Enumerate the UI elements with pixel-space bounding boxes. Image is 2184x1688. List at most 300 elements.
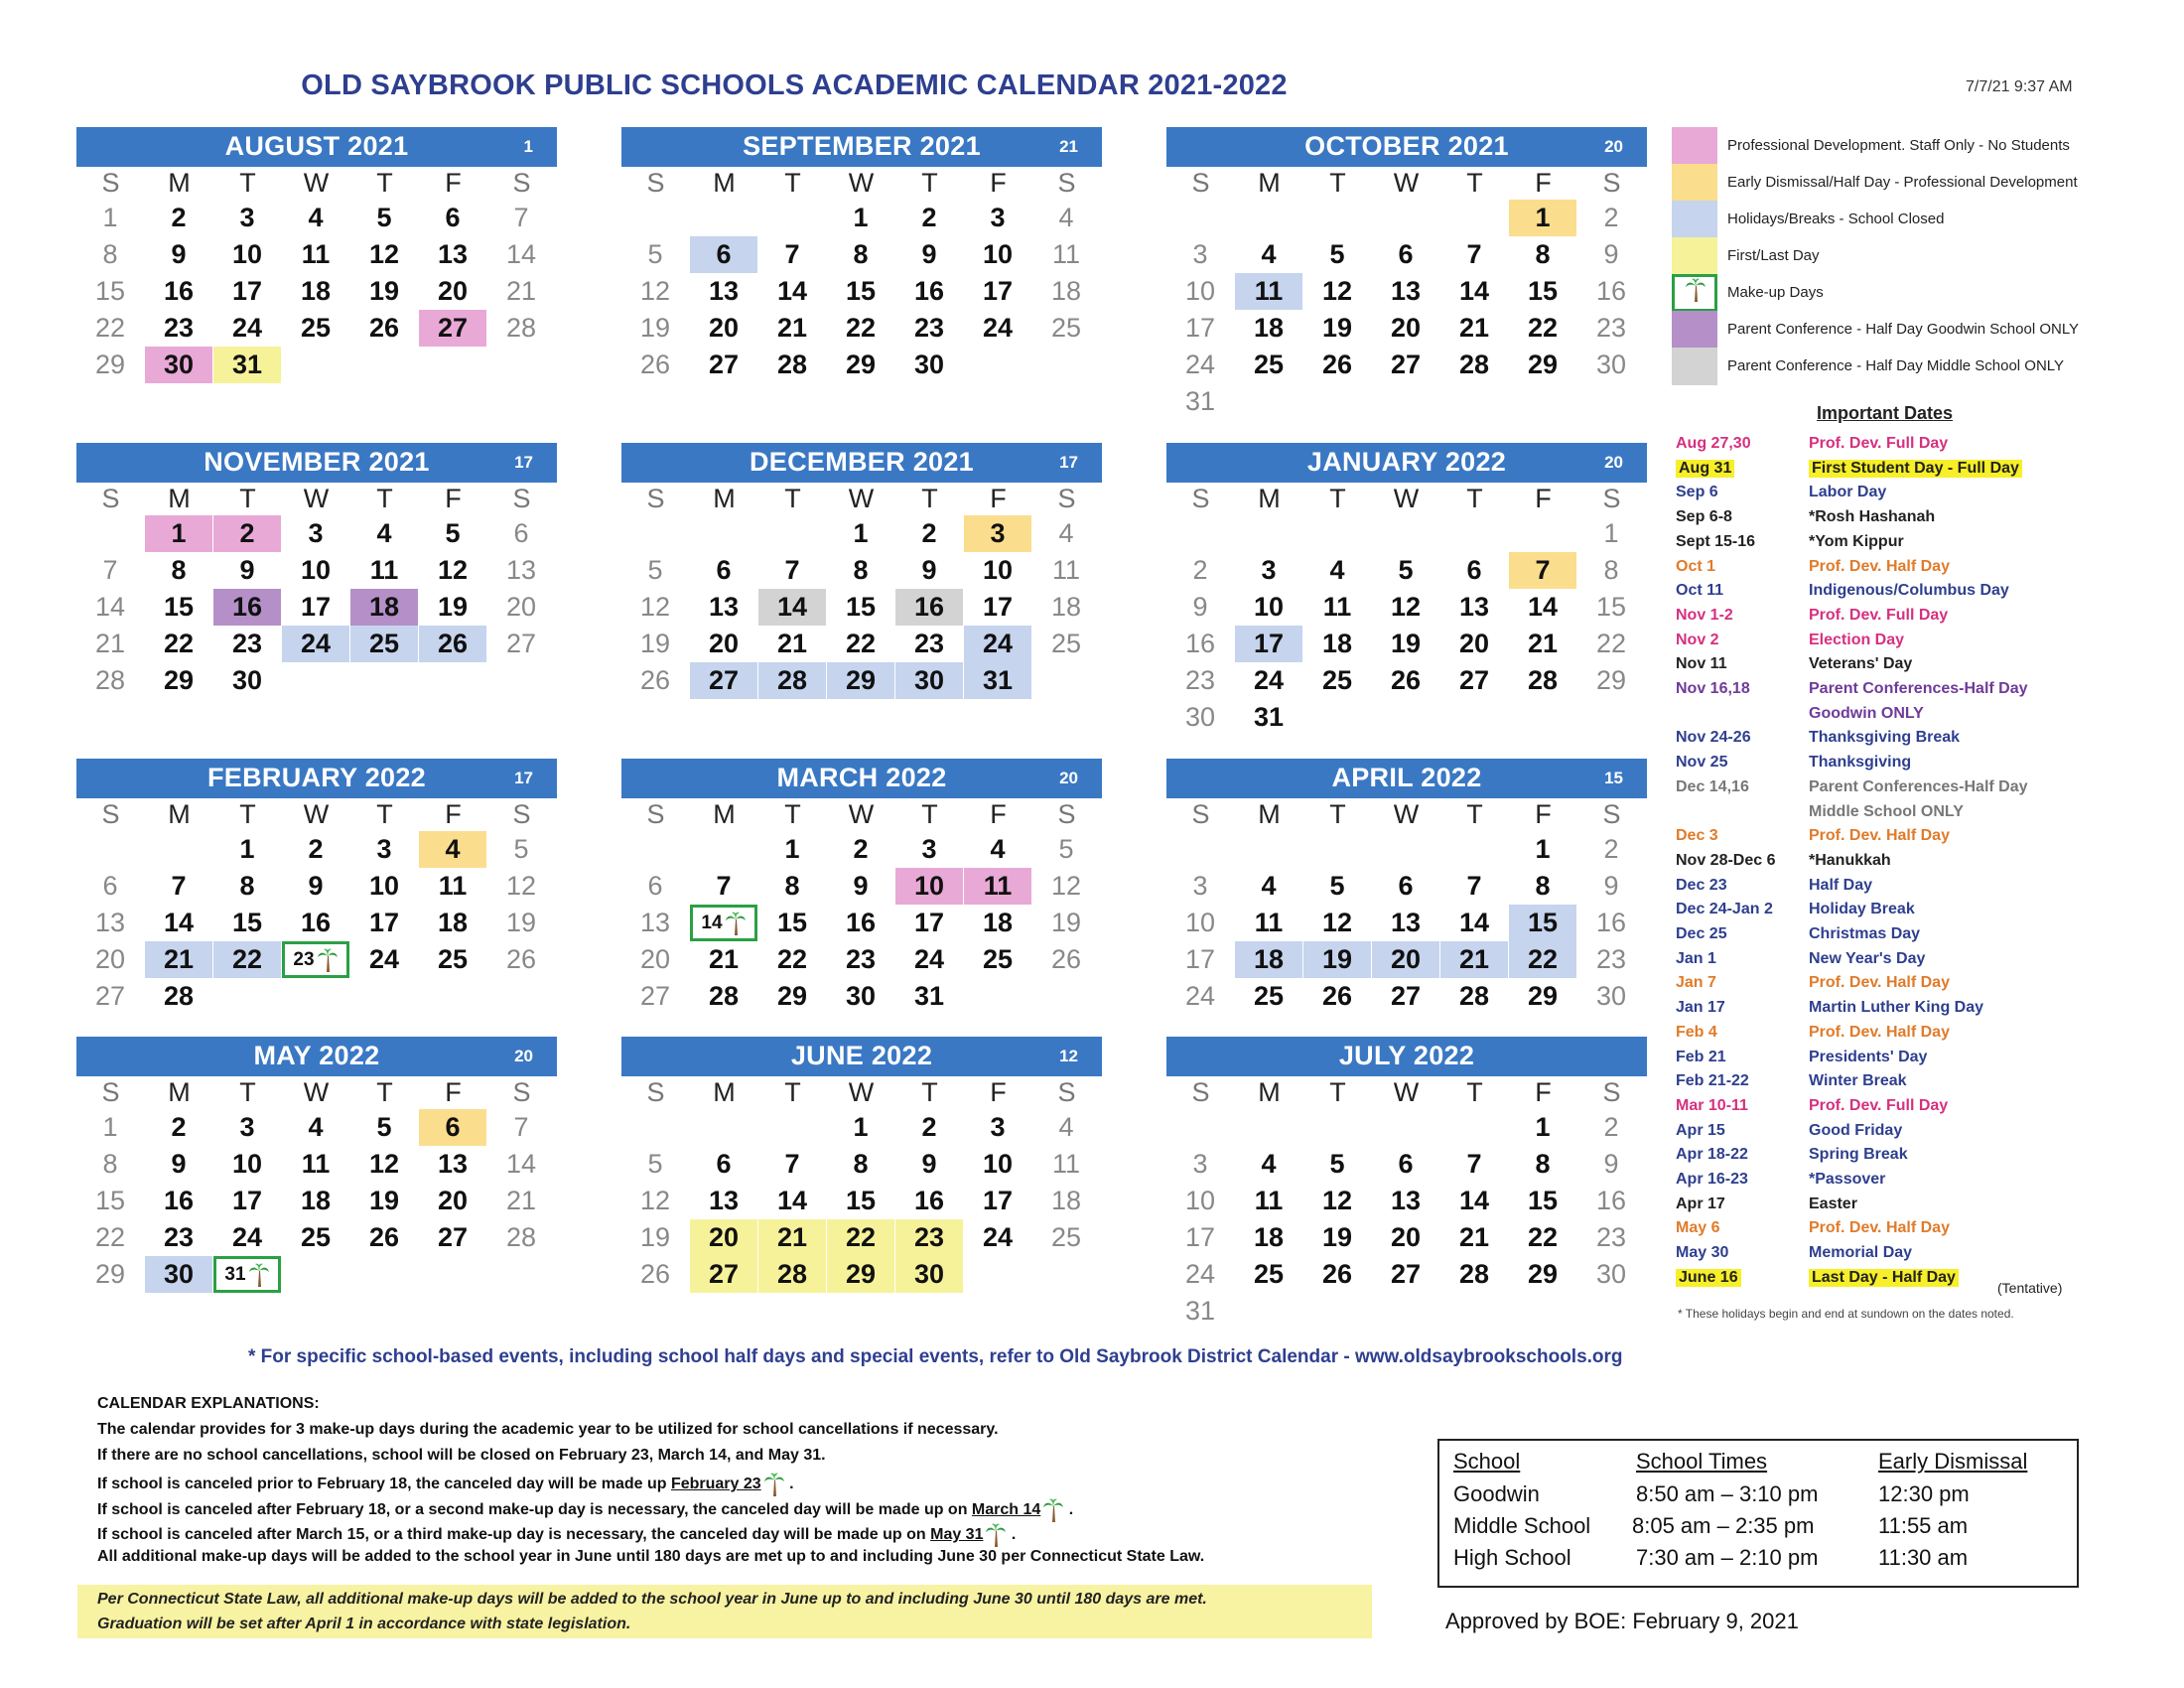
day-number: 8 — [1535, 1149, 1551, 1179]
day-cell — [621, 236, 689, 273]
important-event: Last Day - Half Day — [1809, 1269, 1959, 1287]
important-date: Aug 31 — [1676, 460, 1734, 478]
day-cell — [76, 978, 144, 1015]
important-date: May 6 — [1676, 1219, 1720, 1237]
weekday-label: W — [848, 1077, 875, 1107]
day-cell — [1577, 552, 1645, 589]
day-number: 2 — [1603, 834, 1619, 864]
day-cell — [76, 1146, 144, 1183]
day-cell — [1032, 310, 1100, 347]
day-number: 30 — [913, 665, 945, 695]
explanation-line — [97, 1447, 826, 1465]
day-number: 17 — [982, 592, 1014, 622]
day-number: 27 — [505, 629, 537, 658]
day-cell — [1509, 662, 1576, 699]
empty-cell — [758, 1109, 826, 1146]
month-calendar — [1166, 759, 1647, 1015]
day-cell — [690, 589, 757, 626]
day-cell — [827, 1219, 894, 1256]
day-number: 6 — [445, 203, 461, 232]
day-number: 1 — [239, 834, 255, 864]
weekday-label: T — [921, 484, 938, 513]
empty-cell — [621, 515, 689, 552]
month-name: SEPTEMBER 2021 — [743, 131, 981, 161]
day-number: 9 — [921, 555, 937, 585]
day-cell — [1032, 200, 1100, 236]
day-number: 18 — [1253, 1222, 1285, 1252]
day-cell — [1577, 347, 1645, 383]
weekday-label: T — [1329, 168, 1346, 198]
day-cell — [1577, 236, 1645, 273]
day-cell — [964, 941, 1031, 978]
day-number: 13 — [94, 908, 126, 937]
important-event: Christmas Day — [1809, 925, 1921, 942]
day-cell — [282, 589, 349, 626]
palm-tree-icon — [1042, 1497, 1064, 1523]
day-number: 16 — [300, 908, 332, 937]
explanation-line — [97, 1548, 1204, 1566]
weekday-label: F — [445, 484, 462, 513]
weekday-label: F — [445, 1077, 462, 1107]
day-cell — [350, 905, 418, 941]
day-number: 23 — [163, 1222, 195, 1252]
weekday-label: T — [239, 799, 256, 829]
day-number: 8 — [102, 239, 118, 269]
day-number: 13 — [505, 555, 537, 585]
day-number: 11 — [1051, 239, 1081, 269]
day-cell — [1032, 868, 1100, 905]
day-number: 26 — [1321, 350, 1353, 379]
day-number: 20 — [1458, 629, 1490, 658]
day-number: 10 — [231, 1149, 263, 1179]
weekday-label: T — [921, 168, 938, 198]
day-cell — [964, 831, 1031, 868]
day-cell — [1440, 236, 1508, 273]
day-number: 3 — [239, 1112, 255, 1142]
month-name: JANUARY 2022 — [1306, 447, 1507, 477]
day-number: 27 — [1390, 1259, 1422, 1289]
explanation-text: . — [1007, 1526, 1017, 1544]
day-grid — [1166, 167, 1647, 420]
day-cell — [1303, 868, 1371, 905]
legend-item — [1672, 311, 2178, 349]
day-cell — [827, 515, 894, 552]
day-number: 3 — [376, 834, 392, 864]
day-cell — [621, 978, 689, 1015]
day-cell — [487, 1146, 555, 1183]
weekday-label: T — [1466, 799, 1483, 829]
day-cell — [1440, 941, 1508, 978]
day-number: 9 — [308, 871, 324, 901]
day-number: 11 — [1254, 276, 1284, 306]
day-cell — [1166, 383, 1234, 420]
day-cell — [1509, 589, 1576, 626]
day-cell — [895, 831, 963, 868]
important-date: Nov 2 — [1676, 631, 1719, 648]
important-event: *Hanukkah — [1809, 851, 1891, 869]
weekday-label: W — [303, 168, 330, 198]
day-cell — [1509, 1219, 1576, 1256]
day-cell — [895, 626, 963, 662]
day-number: 29 — [94, 1259, 126, 1289]
weekday-label: M — [713, 1077, 736, 1107]
day-number: 18 — [1253, 944, 1285, 974]
important-date: Feb 21 — [1676, 1048, 1726, 1065]
day-cell — [690, 978, 757, 1015]
day-number: 13 — [1390, 276, 1422, 306]
day-cell — [895, 1183, 963, 1219]
day-number: 16 — [913, 1186, 945, 1215]
day-number: 10 — [913, 871, 945, 901]
day-number: 25 — [1050, 1222, 1082, 1252]
day-number: 10 — [1184, 908, 1216, 937]
explanation-text: All additional make-up days will be added to the school year in June until 180 days are met up to and including June 30 per Connecticut State Law. — [97, 1547, 1205, 1565]
important-date: Feb 4 — [1676, 1023, 1717, 1041]
legend-swatch — [1672, 127, 1717, 165]
day-number: 5 — [1329, 1149, 1345, 1179]
day-cell — [350, 310, 418, 347]
day-cell — [1440, 347, 1508, 383]
day-number: 28 — [776, 350, 808, 379]
important-date: Jan 17 — [1676, 999, 1725, 1017]
important-event: Holiday Break — [1809, 901, 1915, 918]
day-number: 31 — [224, 1264, 246, 1285]
day-cell — [213, 662, 281, 699]
day-number: 11 — [301, 1149, 331, 1179]
important-date: Apr 17 — [1676, 1195, 1725, 1212]
weekday-label: S — [646, 799, 665, 829]
day-cell — [76, 941, 144, 978]
day-cell — [1372, 347, 1439, 383]
day-cell — [1303, 552, 1371, 589]
day-number: 19 — [1321, 1222, 1353, 1252]
day-cell — [76, 347, 144, 383]
table-cell: High School — [1453, 1545, 1571, 1570]
table-cell: Middle School — [1453, 1513, 1591, 1538]
day-number: 19 — [639, 313, 671, 343]
day-number: 18 — [1050, 1186, 1082, 1215]
day-number: 15 — [845, 276, 877, 306]
important-event: *Passover — [1809, 1171, 1886, 1188]
month-header — [621, 443, 1102, 483]
important-date: Nov 28-Dec 6 — [1676, 851, 1776, 869]
explanation-text: If school is canceled after March 15, or a third make-up day is necessary, the canceled day will be made up on — [97, 1526, 931, 1544]
day-number: 22 — [1527, 1222, 1559, 1252]
empty-cell — [1235, 200, 1302, 236]
weekday-label: S — [512, 168, 531, 198]
weekday-label: M — [168, 799, 191, 829]
day-cell — [1372, 552, 1439, 589]
day-cell — [690, 941, 757, 978]
day-number: 13 — [1390, 908, 1422, 937]
weekday-label: W — [1393, 799, 1420, 829]
day-number: 10 — [1253, 592, 1285, 622]
day-cell — [1235, 552, 1302, 589]
day-cell — [419, 273, 486, 310]
day-number: 9 — [171, 239, 187, 269]
empty-cell — [1303, 200, 1371, 236]
day-cell — [758, 1256, 826, 1293]
day-number: 12 — [1321, 1186, 1353, 1215]
day-cell — [76, 273, 144, 310]
day-number: 22 — [94, 1222, 126, 1252]
day-cell — [487, 200, 555, 236]
day-cell — [758, 662, 826, 699]
day-number: 4 — [1058, 518, 1074, 548]
day-cell — [487, 831, 555, 868]
day-cell — [145, 200, 212, 236]
day-cell — [621, 310, 689, 347]
day-number: 22 — [776, 944, 808, 974]
empty-cell — [1440, 200, 1508, 236]
day-number: 12 — [505, 871, 537, 901]
day-cell — [419, 905, 486, 941]
day-number: 12 — [368, 1149, 400, 1179]
day-number: 1 — [102, 1112, 118, 1142]
month-name: OCTOBER 2021 — [1304, 131, 1509, 161]
important-date: Dec 14,16 — [1676, 777, 1749, 795]
day-cell — [1235, 941, 1302, 978]
day-cell — [282, 1183, 349, 1219]
day-cell — [213, 868, 281, 905]
day-number: 27 — [708, 350, 740, 379]
day-number: 4 — [376, 518, 392, 548]
day-cell — [895, 236, 963, 273]
day-cell — [1235, 868, 1302, 905]
day-number: 8 — [239, 871, 255, 901]
day-number: 28 — [776, 1259, 808, 1289]
important-event: Parent Conferences-Half Day — [1809, 680, 2028, 697]
day-cell — [1303, 1256, 1371, 1293]
day-cell — [1303, 236, 1371, 273]
day-cell — [419, 868, 486, 905]
day-cell — [1577, 868, 1645, 905]
day-number: 8 — [853, 239, 869, 269]
day-number: 30 — [163, 350, 195, 379]
day-cell — [419, 236, 486, 273]
day-cell — [964, 868, 1031, 905]
day-cell — [690, 1219, 757, 1256]
day-number: 26 — [639, 665, 671, 695]
day-cell — [145, 941, 212, 978]
day-number: 31 — [1184, 386, 1216, 416]
day-cell — [1440, 589, 1508, 626]
legend-item — [1672, 274, 2178, 312]
weekday-label: S — [1057, 1077, 1076, 1107]
day-number: 5 — [1329, 871, 1345, 901]
day-number: 8 — [853, 1149, 869, 1179]
day-cell — [827, 868, 894, 905]
day-cell — [1509, 978, 1576, 1015]
day-number: 12 — [1390, 592, 1422, 622]
school-day-count: 20 — [1604, 137, 1623, 156]
day-number: 23 — [231, 629, 263, 658]
day-number: 14 — [701, 913, 723, 933]
day-number: 7 — [513, 203, 529, 232]
calendar-title: OLD SAYBROOK PUBLIC SCHOOLS ACADEMIC CALENDAR 2021-2022 — [301, 70, 1288, 101]
legend-item — [1672, 237, 2178, 275]
day-cell — [350, 1109, 418, 1146]
day-number: 12 — [368, 239, 400, 269]
day-cell — [1032, 1146, 1100, 1183]
day-number: 18 — [982, 908, 1014, 937]
day-number: 16 — [913, 276, 945, 306]
day-cell — [827, 273, 894, 310]
day-number: 9 — [853, 871, 869, 901]
day-number: 5 — [376, 203, 392, 232]
day-cell — [1577, 1256, 1645, 1293]
day-cell — [1032, 905, 1100, 941]
day-cell — [76, 589, 144, 626]
day-cell — [964, 552, 1031, 589]
weekday-label: S — [646, 1077, 665, 1107]
day-number: 8 — [102, 1149, 118, 1179]
day-cell — [621, 868, 689, 905]
day-cell — [487, 868, 555, 905]
day-number: 3 — [990, 203, 1006, 232]
important-event: Martin Luther King Day — [1809, 999, 1984, 1017]
important-event: Prof. Dev. Full Day — [1809, 606, 1949, 624]
day-number: 28 — [776, 665, 808, 695]
day-number: 24 — [368, 944, 400, 974]
day-cell — [895, 1109, 963, 1146]
month-name: JUNE 2022 — [790, 1041, 933, 1070]
day-number: 1 — [784, 834, 800, 864]
day-number: 29 — [1527, 1259, 1559, 1289]
day-number: 22 — [1595, 629, 1627, 658]
day-cell — [1509, 236, 1576, 273]
weekday-label: W — [1393, 1077, 1420, 1107]
day-cell — [487, 905, 555, 941]
day-number: 31 — [231, 350, 263, 379]
day-number: 26 — [437, 629, 469, 658]
day-number: 4 — [990, 834, 1006, 864]
day-number: 29 — [163, 665, 195, 695]
day-cell — [1509, 1109, 1576, 1146]
explanation-text: . — [1064, 1500, 1074, 1518]
day-number: 15 — [231, 908, 263, 937]
empty-cell — [690, 831, 757, 868]
day-number: 27 — [437, 1222, 469, 1252]
day-number: 20 — [1390, 313, 1422, 343]
day-number: 13 — [708, 276, 740, 306]
school-day-count: 17 — [514, 453, 533, 472]
empty-cell — [621, 1109, 689, 1146]
month-name: MAY 2022 — [253, 1041, 380, 1070]
day-cell — [895, 552, 963, 589]
day-cell — [145, 978, 212, 1015]
day-cell — [621, 589, 689, 626]
day-number: 11 — [1322, 592, 1352, 622]
day-number: 25 — [1253, 1259, 1285, 1289]
day-number: 2 — [1192, 555, 1208, 585]
legend-swatch — [1672, 348, 1717, 385]
day-number: 15 — [845, 1186, 877, 1215]
day-number: 12 — [1321, 908, 1353, 937]
day-cell — [827, 626, 894, 662]
important-event: Prof. Dev. Half Day — [1809, 1219, 1950, 1237]
weekday-label: T — [376, 168, 393, 198]
day-number: 23 — [913, 629, 945, 658]
weekday-label: T — [376, 484, 393, 513]
day-number: 12 — [639, 276, 671, 306]
table-header: School — [1453, 1449, 1521, 1474]
empty-cell — [1235, 1109, 1302, 1146]
day-cell — [1235, 699, 1302, 736]
day-number: 3 — [239, 203, 255, 232]
weekday-label: T — [921, 1077, 938, 1107]
explanation-text: If there are no school cancellations, school will be closed on February 23, March 14, and May 31. — [97, 1446, 826, 1464]
day-cell — [621, 273, 689, 310]
day-number: 4 — [308, 203, 324, 232]
day-cell — [145, 662, 212, 699]
day-grid — [621, 1076, 1102, 1293]
day-number: 13 — [1390, 1186, 1422, 1215]
weekday-label: W — [848, 168, 875, 198]
important-date: Dec 23 — [1676, 876, 1727, 894]
empty-cell — [690, 515, 757, 552]
day-cell — [827, 1256, 894, 1293]
day-cell — [827, 941, 894, 978]
day-number: 11 — [1254, 1186, 1284, 1215]
day-number: 14 — [1458, 1186, 1490, 1215]
day-number: 21 — [776, 629, 808, 658]
day-number: 28 — [1458, 350, 1490, 379]
day-cell — [758, 347, 826, 383]
day-number: 26 — [368, 313, 400, 343]
day-cell — [145, 1146, 212, 1183]
table-cell: 12:30 pm — [1878, 1481, 1970, 1506]
day-number: 16 — [845, 908, 877, 937]
day-cell — [1166, 978, 1234, 1015]
day-cell — [1235, 1183, 1302, 1219]
day-number: 6 — [716, 555, 732, 585]
day-number: 2 — [1603, 203, 1619, 232]
day-number: 23 — [1184, 665, 1216, 695]
day-number: 29 — [94, 350, 126, 379]
empty-cell — [1166, 200, 1234, 236]
day-cell — [419, 1219, 486, 1256]
day-cell — [1509, 1256, 1576, 1293]
day-cell — [827, 905, 894, 941]
day-cell — [827, 831, 894, 868]
day-number: 14 — [163, 908, 195, 937]
day-number: 31 — [1253, 702, 1285, 732]
day-cell — [145, 273, 212, 310]
day-cell — [1166, 1146, 1234, 1183]
school-times-table — [1437, 1439, 2079, 1588]
day-number: 28 — [1527, 665, 1559, 695]
day-cell — [964, 310, 1031, 347]
weekday-label: S — [1057, 168, 1076, 198]
important-date: Sept 15-16 — [1676, 532, 1756, 550]
day-number: 12 — [639, 1186, 671, 1215]
day-cell — [1166, 236, 1234, 273]
empty-cell — [1440, 515, 1508, 552]
day-number: 22 — [845, 1222, 877, 1252]
weekday-label: T — [784, 799, 801, 829]
explanation-line — [97, 1472, 794, 1497]
day-cell — [1166, 1183, 1234, 1219]
day-cell — [690, 1183, 757, 1219]
day-cell — [1509, 905, 1576, 941]
day-number: 27 — [1390, 350, 1422, 379]
day-cell — [1440, 978, 1508, 1015]
important-date: Jan 1 — [1676, 949, 1716, 967]
day-cell — [1235, 978, 1302, 1015]
day-number: 24 — [982, 313, 1014, 343]
day-cell — [1166, 626, 1234, 662]
